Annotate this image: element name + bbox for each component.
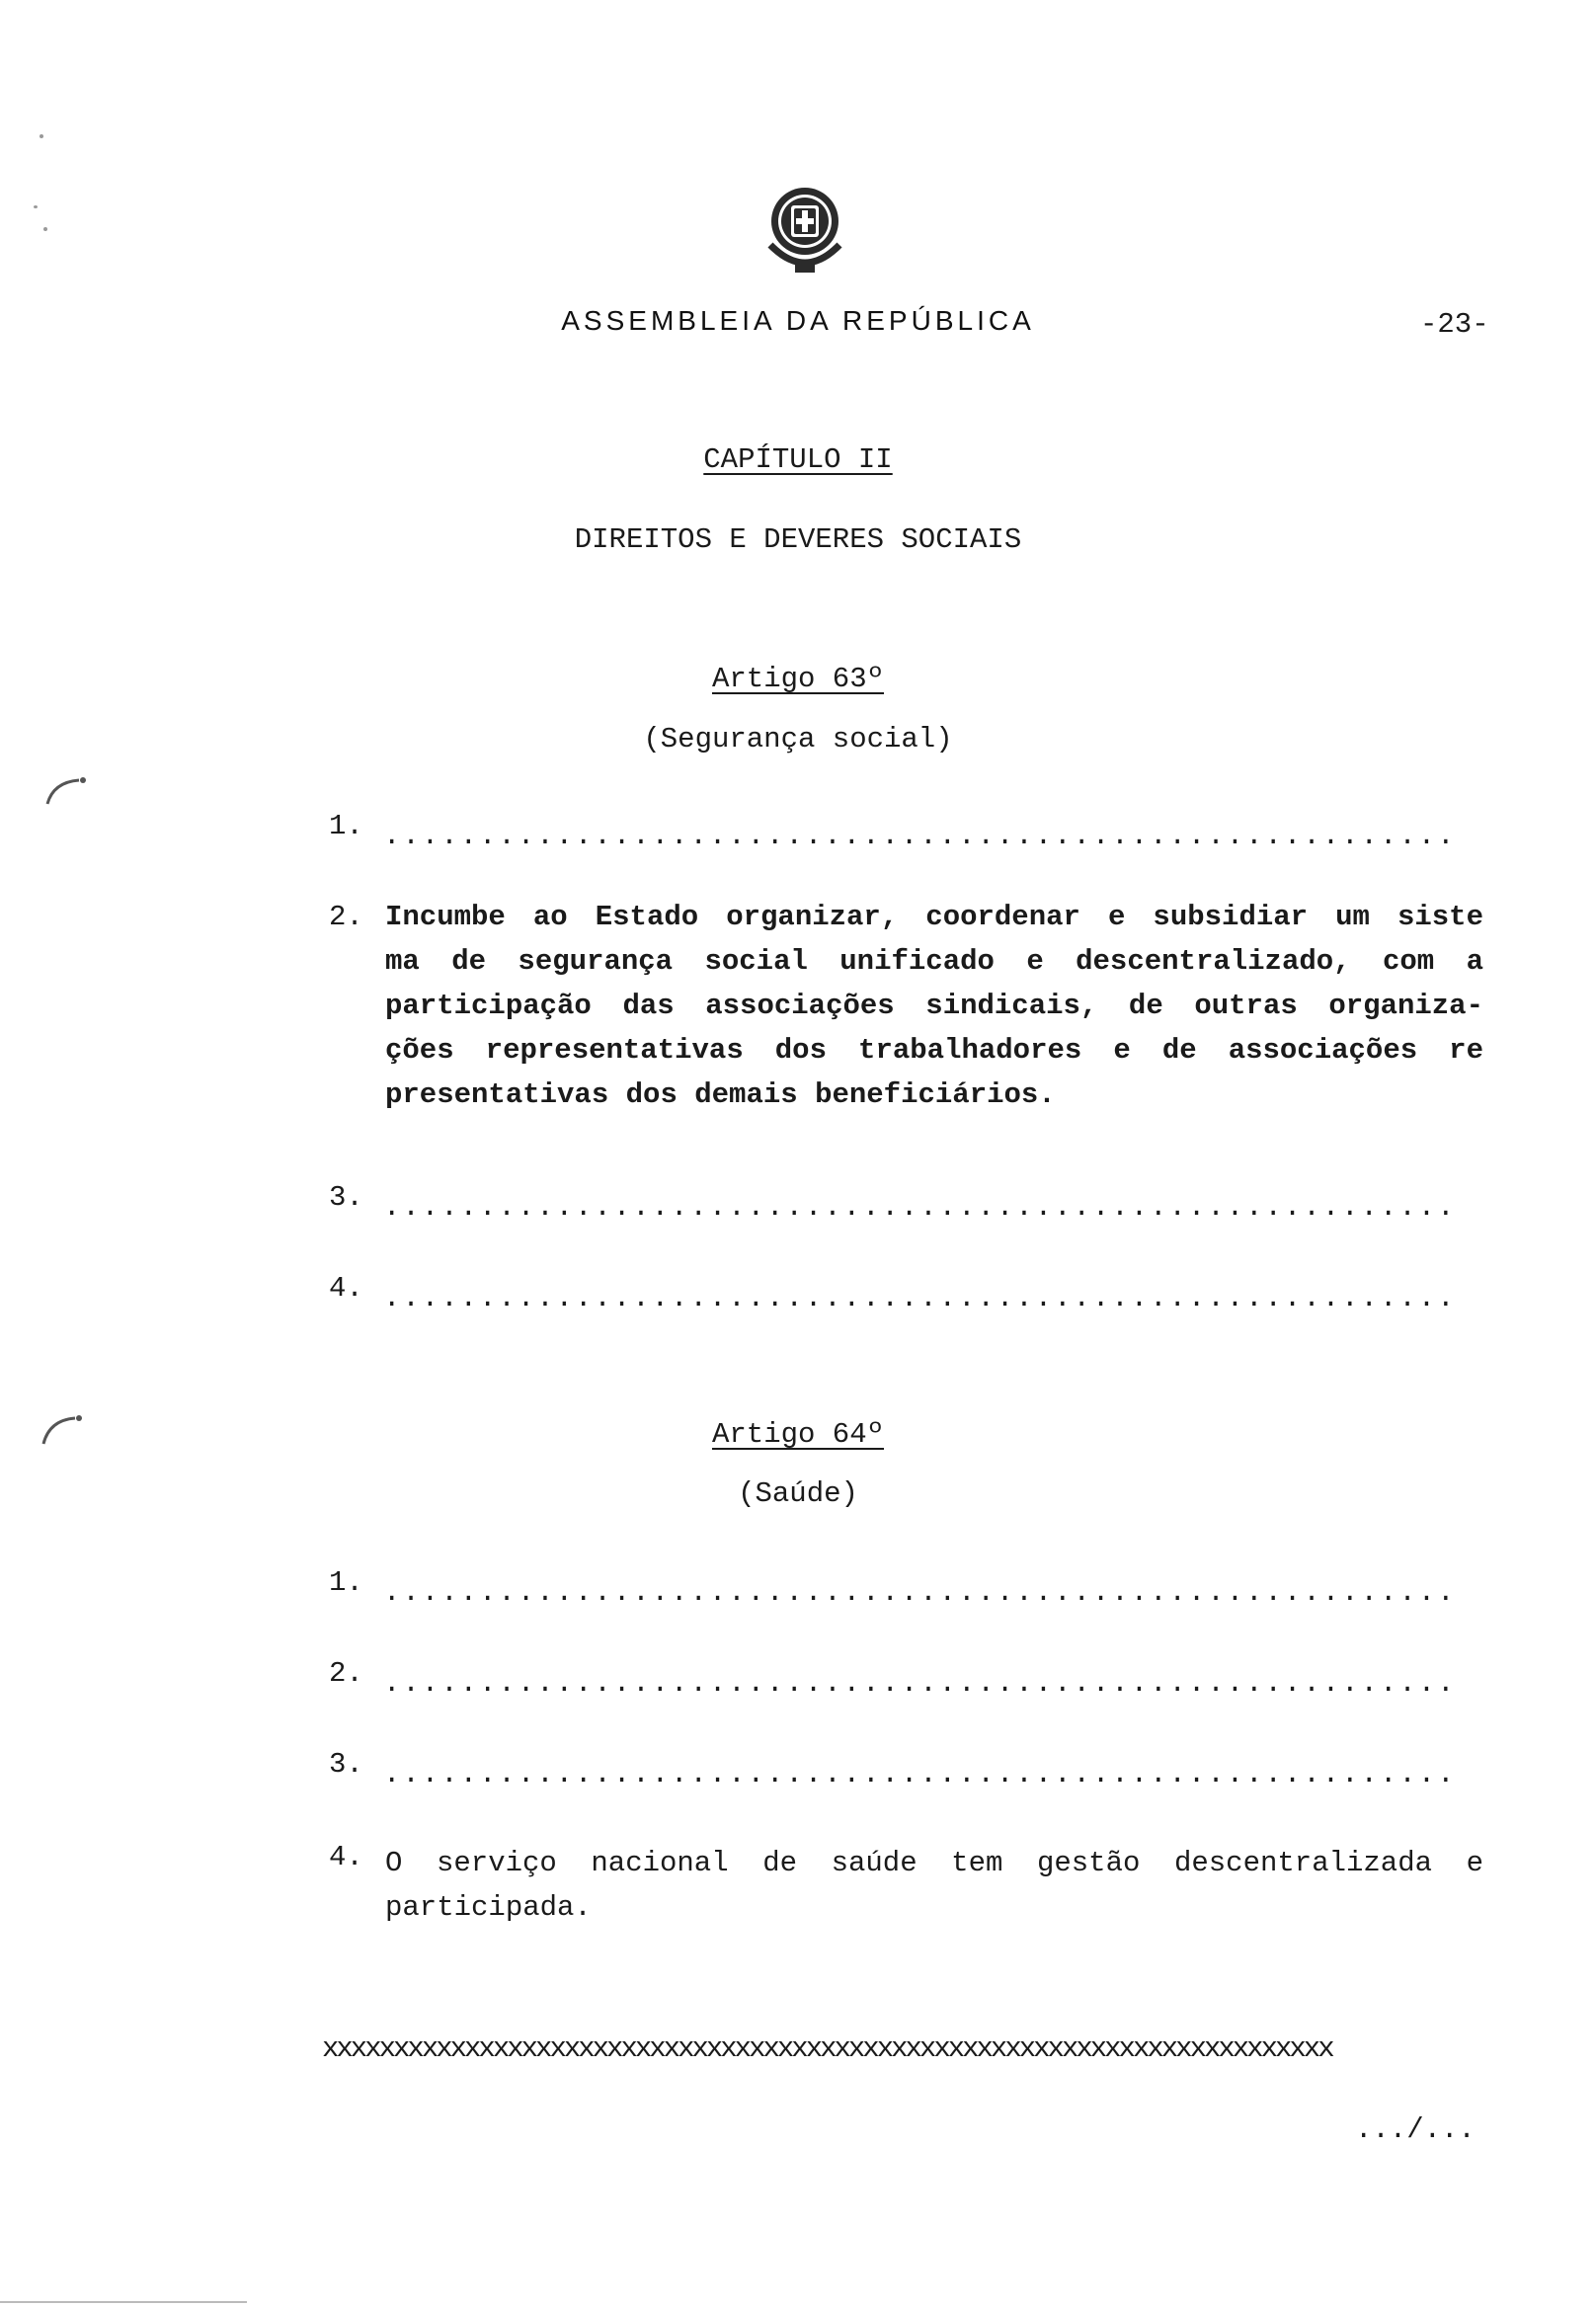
article-63-item-2-line-5: presentativas dos demais beneficiários. <box>385 1078 1056 1111</box>
article-64-title: Artigo 64º <box>711 1418 885 1451</box>
coat-of-arms-icon <box>760 184 849 282</box>
article-63-item-4-number: 4. <box>329 1272 363 1305</box>
article-64-item-3-omitted: ........................................................ <box>383 1758 1457 1790</box>
article-63-item-3-number: 3. <box>329 1181 363 1214</box>
article-64-item-2-omitted: ........................................................ <box>383 1667 1457 1700</box>
scan-speck <box>43 227 47 231</box>
separator-line: xxxxxxxxxxxxxxxxxxxxxxxxxxxxxxxxxxxxxxxxxxxxxxxxxxxxxxxxxxxxxxxxxxxxxxx <box>322 2032 1332 2065</box>
scan-edge <box>0 2301 247 2303</box>
article-64-item-3-number: 3. <box>329 1748 363 1781</box>
article-63-item-4-omitted: ........................................................ <box>383 1282 1457 1314</box>
chapter-subtitle: DIREITOS E DEVERES SOCIAIS <box>574 523 1022 556</box>
article-64-item-1-omitted: ........................................................ <box>383 1576 1457 1609</box>
article-63-item-2-line-1: Incumbe ao Estado organizar, coordenar e subsidiar um siste <box>385 901 1483 933</box>
article-64-item-4-line-1: O serviço nacional de saúde tem gestão descentralizada e <box>385 1847 1483 1879</box>
article-63-subtitle: (Segurança social) <box>643 723 953 756</box>
article-64-item-4-number: 4. <box>329 1841 363 1873</box>
article-64-item-4-line-2: participada. <box>385 1891 592 1924</box>
article-64-item-1-number: 1. <box>329 1566 363 1599</box>
scan-mark <box>40 770 99 810</box>
article-63-item-1-number: 1. <box>329 810 363 842</box>
page-number: -23- <box>1420 308 1489 341</box>
scan-speck <box>34 205 38 208</box>
article-63-item-2-line-4: ções representativas dos trabalhadores e de associações re <box>385 1034 1483 1067</box>
chapter-title: CAPÍTULO II <box>703 443 893 476</box>
scan-mark <box>36 1400 95 1450</box>
article-63-item-1-omitted: ........................................................ <box>383 820 1457 852</box>
article-64-item-2-number: 2. <box>329 1657 363 1690</box>
article-63-item-2-line-2: ma de segurança social unificado e descentralizado, com a <box>385 945 1483 978</box>
article-64-subtitle: (Saúde) <box>738 1477 858 1510</box>
article-63-item-2-number: 2. <box>329 901 363 933</box>
article-63-title: Artigo 63º <box>711 663 885 695</box>
continuation-marker: .../... <box>1355 2113 1476 2146</box>
scan-speck <box>40 134 43 138</box>
institution-title: ASSEMBLEIA DA REPÚBLICA <box>561 305 1035 336</box>
article-63-item-2-line-3: participação das associações sindicais, de outras organiza- <box>385 990 1483 1022</box>
article-63-item-3-omitted: ........................................................ <box>383 1191 1457 1224</box>
